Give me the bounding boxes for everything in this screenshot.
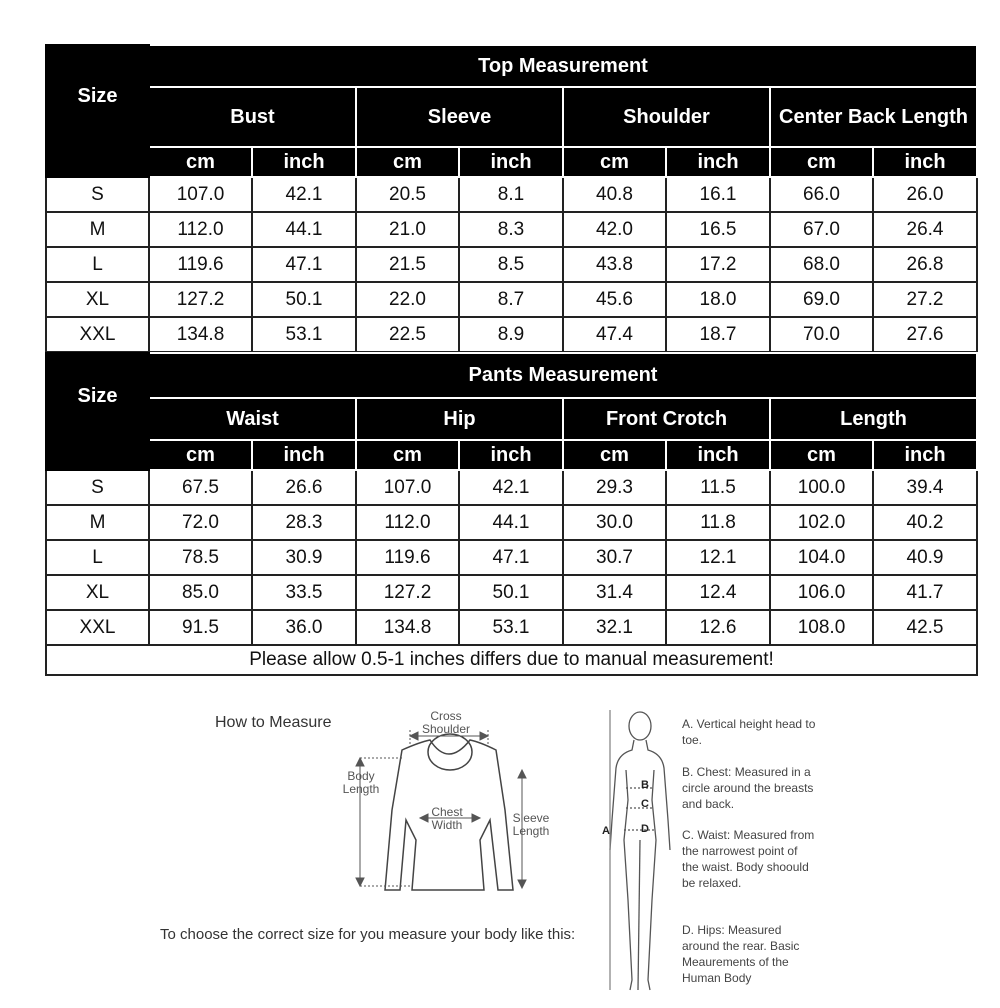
unit-cell: cm (770, 440, 873, 470)
value-cell: 119.6 (149, 247, 252, 282)
value-cell: 27.6 (873, 317, 977, 352)
figure-letter-d: D (641, 823, 649, 835)
chest-width-label: Chest Width (431, 805, 463, 833)
value-cell: 42.5 (873, 610, 977, 645)
figure-letter-b: B (641, 779, 649, 791)
unit-cell: inch (459, 147, 563, 177)
value-cell: 43.8 (563, 247, 666, 282)
how-to-measure-title: How to Measure (215, 714, 332, 731)
value-cell: 69.0 (770, 282, 873, 317)
value-cell: 44.1 (252, 212, 356, 247)
value-cell: 44.1 (459, 505, 563, 540)
sleeve-length-label: Sleeve Length (512, 811, 550, 839)
value-cell: 40.9 (873, 540, 977, 575)
value-cell: 26.0 (873, 177, 977, 212)
pants-row (46, 575, 977, 610)
unit-cell: cm (356, 440, 459, 470)
top-row (46, 212, 977, 247)
pants-measurement-table (45, 352, 978, 676)
value-cell: 30.7 (563, 540, 666, 575)
pants-title: Pants Measurement (149, 353, 977, 398)
pants-group-length: Length (770, 398, 977, 440)
value-cell: 112.0 (149, 212, 252, 247)
value-cell: 42.1 (459, 470, 563, 505)
definition-a: A. Vertical height head to toe. (682, 717, 816, 747)
value-cell: 28.3 (252, 505, 356, 540)
value-cell: 119.6 (356, 540, 459, 575)
unit-cell: inch (666, 147, 770, 177)
value-cell: 45.6 (563, 282, 666, 317)
value-cell: 8.7 (459, 282, 563, 317)
value-cell: 8.3 (459, 212, 563, 247)
pants-row (46, 470, 977, 505)
value-cell: 20.5 (356, 177, 459, 212)
unit-cell: inch (873, 440, 977, 470)
unit-cell: inch (666, 440, 770, 470)
top-row (46, 282, 977, 317)
size-cell: XL (46, 282, 149, 317)
instruction-text: To choose the correct size for you measure your body like this: (160, 926, 576, 943)
unit-cell: inch (873, 147, 977, 177)
value-cell: 85.0 (149, 575, 252, 610)
value-cell: 21.5 (356, 247, 459, 282)
measurement-note: Please allow 0.5-1 inches differs due to manual measurement! (46, 645, 977, 675)
top-row (46, 177, 977, 212)
value-cell: 18.7 (666, 317, 770, 352)
size-cell: M (46, 212, 149, 247)
value-cell: 47.1 (459, 540, 563, 575)
value-cell: 8.9 (459, 317, 563, 352)
value-cell: 36.0 (252, 610, 356, 645)
definition-c: C. Waist: Measured from the narrowest point of the waist. Body shoould be relaxed. (682, 828, 815, 890)
value-cell: 8.5 (459, 247, 563, 282)
unit-cell: cm (563, 440, 666, 470)
value-cell: 27.2 (873, 282, 977, 317)
value-cell: 108.0 (770, 610, 873, 645)
size-cell: S (46, 470, 149, 505)
size-cell: L (46, 247, 149, 282)
value-cell: 16.5 (666, 212, 770, 247)
value-cell: 100.0 (770, 470, 873, 505)
value-cell: 40.8 (563, 177, 666, 212)
pants-group-waist: Waist (149, 398, 356, 440)
value-cell: 134.8 (356, 610, 459, 645)
value-cell: 18.0 (666, 282, 770, 317)
pants-row (46, 505, 977, 540)
value-cell: 68.0 (770, 247, 873, 282)
figure-letter-a: A (602, 825, 610, 837)
size-cell: XXL (46, 317, 149, 352)
value-cell: 17.2 (666, 247, 770, 282)
pants-group-hip: Hip (356, 398, 563, 440)
value-cell: 26.8 (873, 247, 977, 282)
pants-size-header: Size (46, 353, 149, 440)
value-cell: 21.0 (356, 212, 459, 247)
pants-units-row (46, 440, 977, 470)
value-cell: 11.8 (666, 505, 770, 540)
value-cell: 107.0 (356, 470, 459, 505)
top-title: Top Measurement (149, 45, 977, 87)
pants-group-front-crotch: Front Crotch (563, 398, 770, 440)
top-size-header: Size (46, 45, 149, 147)
size-cell: XL (46, 575, 149, 610)
value-cell: 33.5 (252, 575, 356, 610)
unit-cell: cm (149, 147, 252, 177)
value-cell: 67.5 (149, 470, 252, 505)
unit-cell: cm (356, 147, 459, 177)
value-cell: 39.4 (873, 470, 977, 505)
head-icon (629, 712, 651, 740)
value-cell: 47.1 (252, 247, 356, 282)
size-cell: M (46, 505, 149, 540)
unit-cell: inch (459, 440, 563, 470)
top-group-sleeve: Sleeve (356, 87, 563, 147)
top-group-bust: Bust (149, 87, 356, 147)
value-cell: 8.1 (459, 177, 563, 212)
unit-cell: cm (149, 440, 252, 470)
value-cell: 127.2 (356, 575, 459, 610)
value-cell: 53.1 (252, 317, 356, 352)
value-cell: 29.3 (563, 470, 666, 505)
value-cell: 127.2 (149, 282, 252, 317)
value-cell: 112.0 (356, 505, 459, 540)
value-cell: 30.0 (563, 505, 666, 540)
size-cell: L (46, 540, 149, 575)
value-cell: 106.0 (770, 575, 873, 610)
top-units-row (46, 147, 977, 177)
value-cell: 12.1 (666, 540, 770, 575)
size-cell: XXL (46, 610, 149, 645)
definition-d: D. Hips: Measured around the rear. Basic Meaurements of the Human Body (682, 923, 800, 985)
value-cell: 107.0 (149, 177, 252, 212)
pants-row (46, 540, 977, 575)
value-cell: 50.1 (252, 282, 356, 317)
body-length-label: Body Length (342, 769, 380, 797)
top-group-shoulder: Shoulder (563, 87, 770, 147)
unit-cell: cm (563, 147, 666, 177)
cross-shoulder-label: Cross Shoulder (421, 709, 471, 737)
value-cell: 102.0 (770, 505, 873, 540)
torso-outline-icon (610, 740, 670, 850)
value-cell: 78.5 (149, 540, 252, 575)
value-cell: 26.6 (252, 470, 356, 505)
value-cell: 16.1 (666, 177, 770, 212)
top-group-center-back-length: Center Back Length (770, 87, 977, 147)
value-cell: 26.4 (873, 212, 977, 247)
value-cell: 22.0 (356, 282, 459, 317)
value-cell: 47.4 (563, 317, 666, 352)
value-cell: 66.0 (770, 177, 873, 212)
value-cell: 70.0 (770, 317, 873, 352)
value-cell: 42.0 (563, 212, 666, 247)
value-cell: 30.9 (252, 540, 356, 575)
value-cell: 50.1 (459, 575, 563, 610)
how-to-measure-section (0, 690, 1000, 1008)
value-cell: 12.6 (666, 610, 770, 645)
figure-letter-c: C (641, 798, 649, 810)
top-row (46, 247, 977, 282)
value-cell: 134.8 (149, 317, 252, 352)
value-cell: 22.5 (356, 317, 459, 352)
human-figure-diagram (0, 690, 1000, 1008)
value-cell: 53.1 (459, 610, 563, 645)
value-cell: 72.0 (149, 505, 252, 540)
value-cell: 104.0 (770, 540, 873, 575)
unit-cell: inch (252, 440, 356, 470)
value-cell: 41.7 (873, 575, 977, 610)
value-cell: 40.2 (873, 505, 977, 540)
unit-cell: inch (252, 147, 356, 177)
definition-b: B. Chest: Measured in a circle around the breasts and back. (682, 765, 814, 811)
value-cell: 31.4 (563, 575, 666, 610)
value-cell: 32.1 (563, 610, 666, 645)
top-row (46, 317, 977, 352)
value-cell: 91.5 (149, 610, 252, 645)
unit-cell: cm (770, 147, 873, 177)
value-cell: 67.0 (770, 212, 873, 247)
value-cell: 42.1 (252, 177, 356, 212)
size-cell: S (46, 177, 149, 212)
pants-row (46, 610, 977, 645)
top-measurement-table (45, 44, 978, 353)
value-cell: 11.5 (666, 470, 770, 505)
value-cell: 12.4 (666, 575, 770, 610)
